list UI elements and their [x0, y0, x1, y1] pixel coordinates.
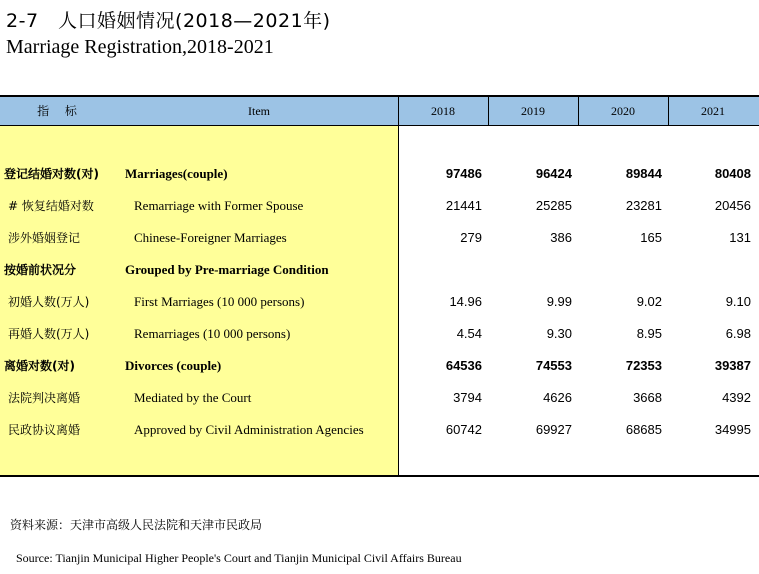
row-label-en: Marriages(couple) — [125, 166, 228, 181]
value-cell-2020: 8.95 — [636, 326, 662, 341]
value-cell-2021: 4392 — [722, 390, 751, 405]
value-cell-2021: 131 — [729, 230, 751, 245]
value-cell-2021: 6.98 — [725, 326, 751, 341]
value-cell-2019: 9.30 — [546, 326, 572, 341]
row-label-en: First Marriages (10 000 persons) — [134, 294, 305, 309]
value-cell-2020: 23281 — [625, 198, 662, 213]
value-cell-2021: 34995 — [714, 422, 751, 437]
row-label-en: Divorces (couple) — [125, 358, 222, 373]
table-row — [0, 164, 759, 184]
header-year: 2019 — [521, 104, 545, 118]
header-year: 2020 — [611, 104, 635, 118]
row-label-cn: 民政协议离婚 — [8, 423, 81, 437]
row-label-en: Chinese-Foreigner Marriages — [134, 230, 287, 245]
value-cell-2019: 74553 — [535, 358, 572, 373]
value-cell-2018: 60742 — [445, 422, 482, 437]
value-cell-2019: 9.99 — [546, 294, 572, 309]
table-row — [0, 356, 759, 376]
row-label-cn: 离婚对数(对) — [4, 359, 75, 373]
value-cell-2019: 69927 — [535, 422, 572, 437]
row-label-en: Approved by Civil Administration Agencies — [134, 422, 364, 437]
table-title-en: Marriage Registration,2018-2021 — [6, 36, 274, 58]
value-cell-2021: 20456 — [714, 198, 751, 213]
value-cell-2020: 165 — [640, 230, 662, 245]
value-cell-2018: 97486 — [445, 166, 482, 181]
row-label-cn: 法院判决离婚 — [8, 391, 81, 405]
row-label-cn: 再婚人数(万人) — [8, 327, 90, 341]
value-cell-2019: 4626 — [543, 390, 572, 405]
value-cell-2021: 39387 — [714, 358, 751, 373]
row-label-en: Grouped by Pre-marriage Condition — [125, 262, 329, 277]
row-label-en: Remarriages (10 000 persons) — [134, 326, 291, 341]
value-cell-2019: 96424 — [535, 166, 572, 181]
row-label-cn: 按婚前状况分 — [4, 263, 77, 277]
header-item: Item — [248, 104, 270, 118]
value-cell-2018: 14.96 — [449, 294, 482, 309]
source-note-cn: 资料来源：天津市高级人民法院和天津市民政局 — [10, 518, 263, 532]
table-row — [0, 324, 759, 344]
value-cell-2020: 68685 — [625, 422, 662, 437]
value-cell-2019: 25285 — [535, 198, 572, 213]
value-cell-2020: 72353 — [625, 358, 662, 373]
value-cell-2020: 3668 — [633, 390, 662, 405]
table-row — [0, 420, 759, 440]
row-label-cn: # 恢复结婚对数 — [8, 199, 94, 213]
table-row — [0, 228, 759, 248]
row-label-cn: 初婚人数(万人) — [8, 295, 90, 309]
table-title-cn: 2-7 人口婚姻情况(2018—2021年) — [6, 10, 331, 32]
header-rule — [0, 125, 759, 126]
table-row — [0, 388, 759, 408]
row-label-cn: 登记结婚对数(对) — [4, 167, 99, 181]
value-cell-2018: 21441 — [445, 198, 482, 213]
bottom-rule — [0, 475, 759, 477]
table-row — [0, 260, 759, 280]
column-divider — [398, 97, 399, 475]
source-note-en: Source: Tianjin Municipal Higher People's Court and Tianjin Municipal Civil Affairs Bureau — [16, 551, 462, 565]
value-cell-2021: 80408 — [714, 166, 751, 181]
row-label-en: Remarriage with Former Spouse — [134, 198, 304, 213]
row-label-cn: 涉外婚姻登记 — [8, 231, 81, 245]
header-year: 2021 — [701, 104, 725, 118]
value-cell-2020: 9.02 — [636, 294, 662, 309]
table-row — [0, 196, 759, 216]
value-cell-2018: 64536 — [445, 358, 482, 373]
header-year: 2018 — [431, 104, 455, 118]
header-indicator: 指 标 — [37, 104, 83, 118]
value-cell-2018: 4.54 — [456, 326, 482, 341]
value-cell-2018: 279 — [460, 230, 482, 245]
value-cell-2018: 3794 — [453, 390, 482, 405]
row-label-en: Mediated by the Court — [134, 390, 252, 405]
value-cell-2021: 9.10 — [725, 294, 751, 309]
table-row — [0, 292, 759, 312]
value-cell-2019: 386 — [550, 230, 572, 245]
value-cell-2020: 89844 — [625, 166, 662, 181]
